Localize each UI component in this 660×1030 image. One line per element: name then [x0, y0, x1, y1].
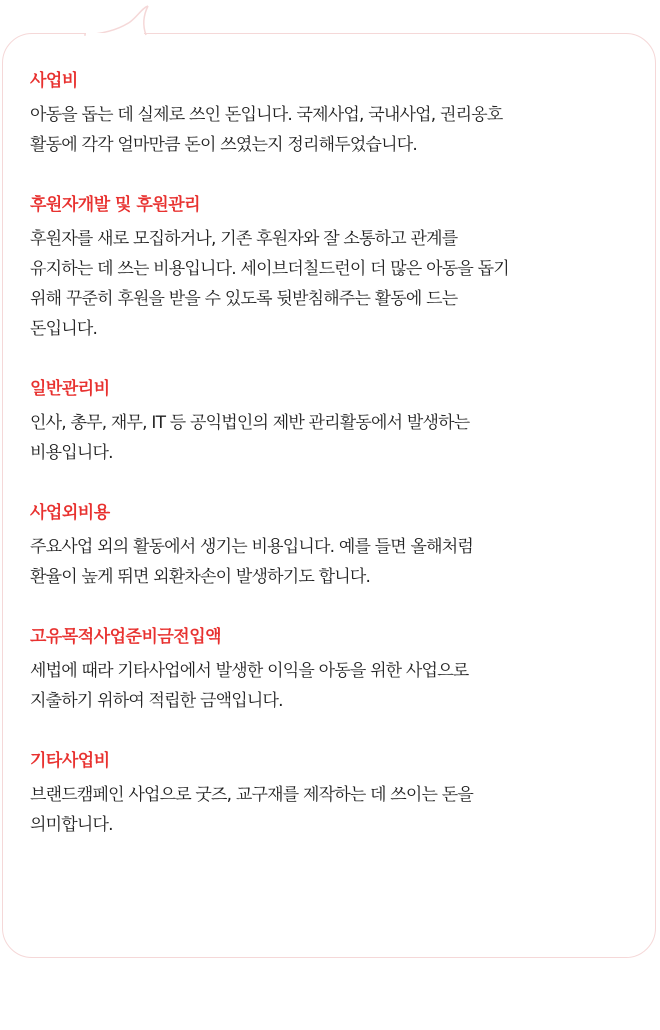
section-text	[30, 408, 635, 468]
section-business-expense	[30, 66, 635, 160]
text-line: 유지하는 데 쓰는 비용입니다. 세이브더칠드런이 더 많은 아동을 돕기	[30, 259, 509, 279]
text-line: 위해 꾸준히 후원을 받을 수 있도록 뒷받침해주는 활동에 드는	[30, 289, 458, 309]
section-title: 일반관리비	[30, 379, 110, 399]
section-text	[30, 656, 635, 716]
section-title: 고유목적사업준비금전입액	[30, 627, 222, 647]
text-line: 지출하기 위하여 적립한 금액입니다.	[30, 691, 283, 711]
text-line: 의미합니다.	[30, 815, 113, 835]
text-line: 세법에 때라 기타사업에서 발생한 이익을 아동을 위한 사업으로	[30, 661, 469, 681]
text-line: 활동에 각각 얼마만큼 돈이 쓰였는지 정리해두었습니다.	[30, 135, 417, 155]
speech-bubble-tail	[80, 0, 160, 36]
text-line: 비용입니다.	[30, 443, 113, 463]
section-title: 기타사업비	[30, 751, 110, 771]
section-other-business-expense	[30, 746, 635, 840]
section-donor-development	[30, 190, 635, 344]
text-line: 돈입니다.	[30, 319, 98, 339]
section-reserve-transfer	[30, 622, 635, 716]
section-text	[30, 224, 635, 344]
text-line: 아동을 돕는 데 실제로 쓰인 돈입니다. 국제사업, 국내사업, 권리옹호	[30, 105, 503, 125]
section-non-operating-expense	[30, 498, 635, 592]
text-line: 인사, 총무, 재무, IT 등 공익법인의 제반 관리활동에서 발생하는	[30, 413, 470, 433]
section-text	[30, 780, 635, 840]
section-title: 후원자개발 및 후원관리	[30, 195, 201, 215]
section-general-admin	[30, 374, 635, 468]
text-line: 후원자를 새로 모집하거나, 기존 후원자와 잘 소통하고 관계를	[30, 229, 458, 249]
section-title: 사업외비용	[30, 503, 110, 523]
definitions-list	[30, 66, 635, 870]
section-text	[30, 532, 635, 592]
text-line: 브랜드캠페인 사업으로 굿즈, 교구재를 제작하는 데 쓰이는 돈을	[30, 785, 474, 805]
text-line: 환율이 높게 뛰면 외환차손이 발생하기도 합니다.	[30, 567, 371, 587]
section-title: 사업비	[30, 71, 78, 91]
text-line: 주요사업 외의 활동에서 생기는 비용입니다. 예를 들면 올해처럼	[30, 537, 474, 557]
section-text	[30, 100, 635, 160]
